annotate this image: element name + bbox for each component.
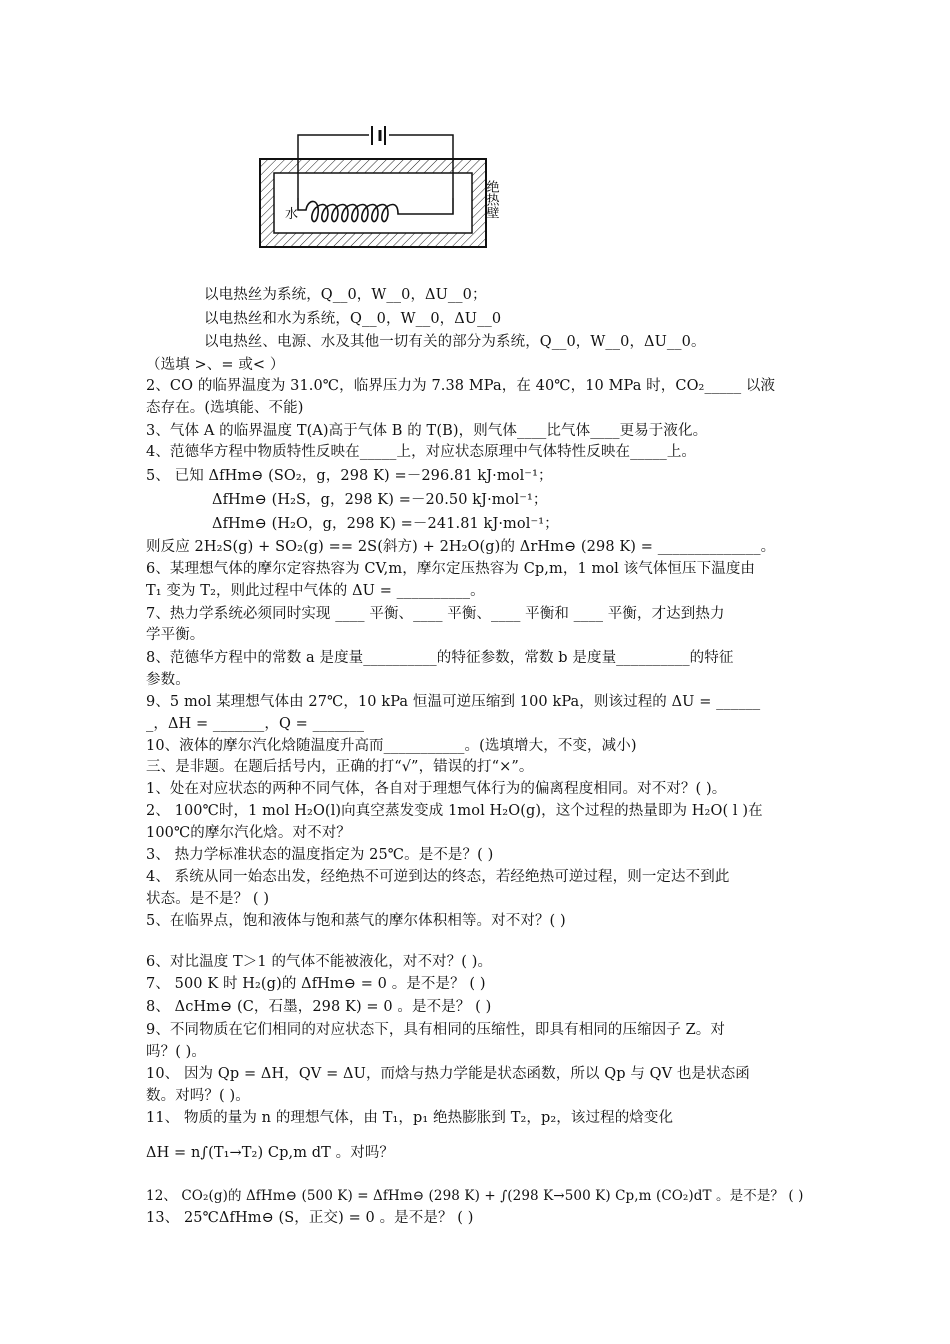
tf-question-3: 3、 热力学标准状态的温度指定为 25℃。是不是？( )	[146, 847, 494, 863]
question-7-line-1: 7、热力学系统必须同时实现 ____ 平衡、____ 平衡、____ 平衡和 ____ 平衡，才达到热力	[146, 606, 725, 622]
tf-question-9-line-2: 吗？( )。	[146, 1044, 207, 1060]
question-2-line-1: 2、CO 的临界温度为 31.0℃，临界压力为 7.38 MPa，在 40℃，10 MPa 时，CO₂_____ 以液	[146, 378, 776, 394]
question-6-line-1: 6、某理想气体的摩尔定容热容为 CV,m，摩尔定压热容为 Cp,m，1 mol 该气体恒压下温度由	[146, 561, 756, 577]
question-5-line-4: 则反应 2H₂S(g) + SO₂(g) == 2S(斜方) + 2H₂O(g)的 ΔrHm⊖ (298 K) = ______________。	[146, 539, 776, 555]
question-4: 4、范德华方程中物质特性反映在_____上，对应状态原理中气体特性反映在_____上。	[146, 444, 697, 460]
tf-question-11-formula: ΔH = n∫(T₁→T₂) Cp,m dT 。对吗？	[146, 1145, 395, 1161]
question-10: 10、液体的摩尔汽化焓随温度升高而___________。(选填增大，不变，减小)	[146, 738, 637, 754]
tf-question-12: 12、 CO₂(g)的 ΔfHm⊖ (500 K) = ΔfHm⊖ (298 K) + ∫(298 K→500 K) Cp,m (CO₂)dT 。是不是？ ( )	[146, 1188, 804, 1204]
question-1-line-3: 以电热丝、电源、水及其他一切有关的部分为系统，Q__0，W__0，ΔU__0。	[204, 334, 706, 350]
question-1-hint: （选填 >、= 或< ）	[146, 357, 285, 373]
tf-question-4-line-1: 4、 系统从同一始态出发，经绝热不可逆到达的终态，若经绝热可逆过程，则一定达不到此	[146, 869, 730, 885]
tf-question-13: 13、 25℃ΔfHm⊖ (S，正交) = 0 。是不是？ ( )	[146, 1210, 474, 1226]
question-1-line-1: 以电热丝为系统，Q__0，W__0，ΔU__0；	[204, 287, 487, 303]
question-3: 3、气体 A 的临界温度 T(A)高于气体 B 的 T(B)，则气体____比气体____更易于液化。	[146, 423, 708, 439]
question-9-line-2: _，ΔH = _______，Q = _______	[146, 716, 365, 732]
question-7-line-2: 学平衡。	[146, 627, 205, 643]
wall-label: 绝热壁	[483, 180, 499, 219]
tf-question-2-line-1: 2、 100℃时，1 mol H₂O(l)向真空蒸发变成 1mol H₂O(g)，这个过程的热量即为 H₂O( l )在	[146, 803, 763, 819]
question-5-line-1: 5、 已知 ΔfHm⊖ (SO₂，g，298 K) =－296.81 kJ·mol⁻¹；	[146, 468, 553, 484]
water-container	[274, 173, 472, 233]
tf-question-9-line-1: 9、不同物质在它们相同的对应状态下，具有相同的压缩性，即具有相同的压缩因子 Z。对	[146, 1022, 726, 1038]
tf-question-10-line-2: 数。对吗？( )。	[146, 1088, 250, 1104]
question-8-line-1: 8、范德华方程中的常数 a 是度量__________的特征参数，常数 b 是度量__________的特征	[146, 650, 734, 666]
section-3-heading: 三、是非题。在题后括号内，正确的打“√”，错误的打“×”。	[146, 759, 534, 775]
heater-in-water-diagram	[258, 118, 508, 268]
question-8-line-2: 参数。	[146, 672, 190, 688]
question-9-line-1: 9、5 mol 某理想气体由 27℃，10 kPa 恒温可逆压缩到 100 kPa，则该过程的 ΔU = ______	[146, 694, 761, 710]
question-5-line-3: ΔfHm⊖ (H₂O，g，298 K) =－241.81 kJ·mol⁻¹；	[212, 516, 559, 532]
question-2-line-2: 态存在。(选填能、不能)	[146, 400, 304, 416]
tf-question-4-line-2: 状态。是不是？ ( )	[146, 891, 270, 907]
question-1-line-2: 以电热丝和水为系统，Q__0，W__0，ΔU__0	[204, 311, 502, 327]
tf-question-7: 7、 500 K 时 H₂(g)的 ΔfHm⊖ = 0 。是不是？ ( )	[146, 976, 486, 992]
tf-question-8: 8、 ΔcHm⊖ (C，石墨，298 K) = 0 。是不是？ ( )	[146, 999, 492, 1015]
tf-question-5: 5、在临界点，饱和液体与饱和蒸气的摩尔体积相等。对不对？( )	[146, 913, 566, 929]
tf-question-2-line-2: 100℃的摩尔汽化焓。对不对？	[146, 825, 351, 841]
tf-question-6: 6、对比温度 T＞1 的气体不能被液化，对不对？( )。	[146, 954, 493, 970]
water-label: 水	[285, 207, 299, 222]
tf-question-1: 1、处在对应状态的两种不同气体，各自对于理想气体行为的偏离程度相同。对不对？( )。	[146, 781, 727, 797]
question-5-line-2: ΔfHm⊖ (H₂S，g，298 K) =－20.50 kJ·mol⁻¹；	[212, 492, 548, 508]
tf-question-10-line-1: 10、 因为 Qp = ΔH，QV = ΔU，而焓与热力学能是状态函数，所以 Qp 与 QV 也是状态函	[146, 1066, 750, 1082]
question-6-line-2: T₁ 变为 T₂，则此过程中气体的 ΔU = __________。	[146, 583, 485, 599]
tf-question-11-line-1: 11、 物质的量为 n 的理想气体，由 T₁，p₁ 绝热膨胀到 T₂，p₂，该过程的焓变化	[146, 1110, 674, 1126]
